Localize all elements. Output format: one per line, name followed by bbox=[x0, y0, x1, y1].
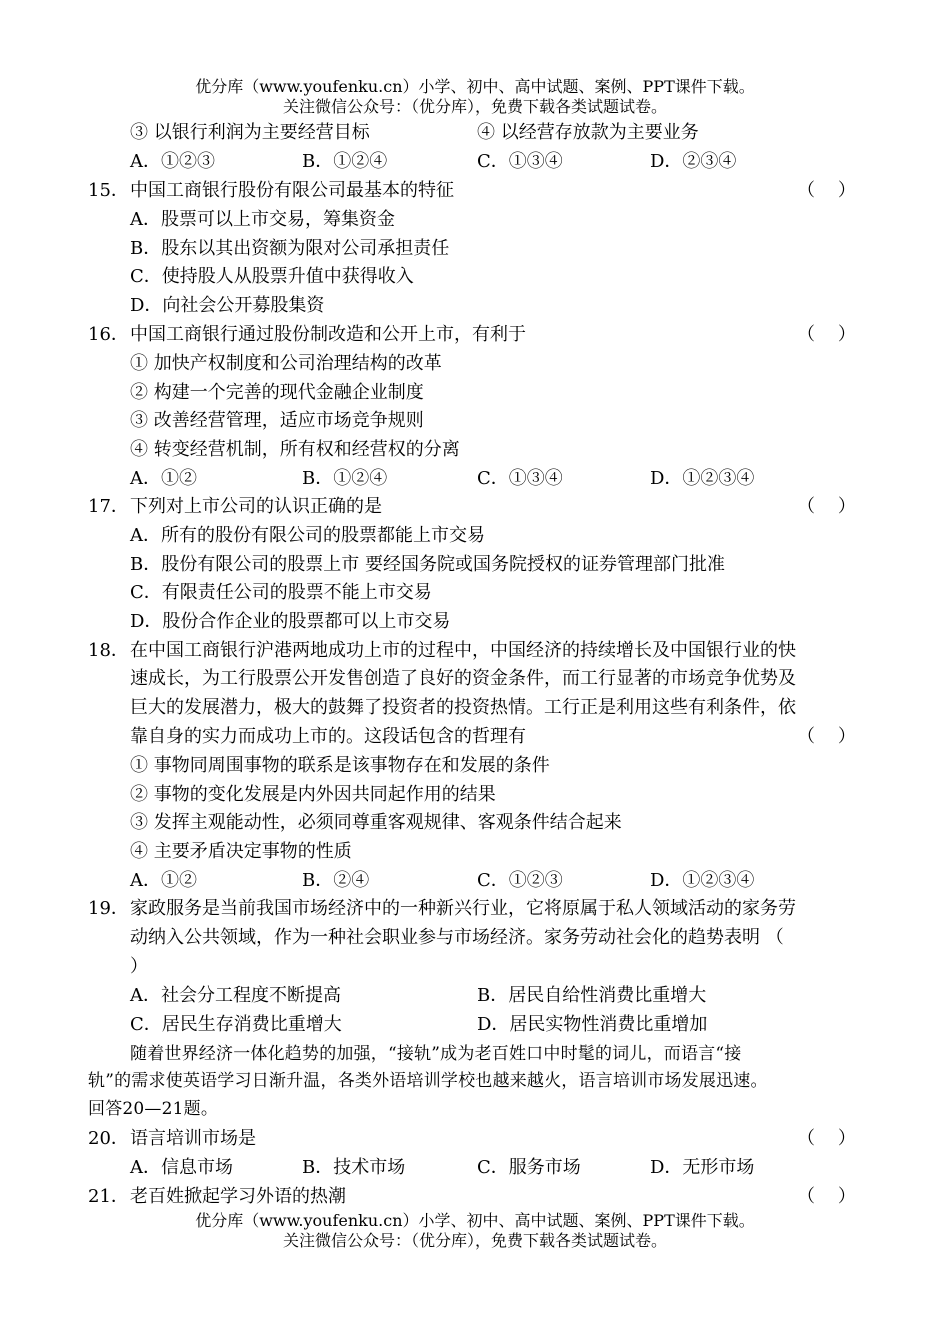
q20-option-b: B．技术市场 bbox=[302, 1157, 406, 1178]
q18-number: 18． bbox=[88, 640, 129, 661]
footer-line-2: 关注微信公众号：（优分库），免费下载各类试题试卷。 bbox=[282, 1231, 667, 1250]
q18-stem-line-2: 速成长，为工行股票公开发售创造了良好的资金条件，而工行显著的市场竞争优势及 bbox=[130, 668, 796, 689]
header-line-1: 优分库（www.youfenku.cn）小学、初中、高中试题、案例、PPT课件下载。 bbox=[195, 77, 755, 96]
q18-item-3: ③ 发挥主观能动性，必须同尊重客观规律、客观条件结合起来 bbox=[130, 812, 622, 833]
q19-option-c: C．居民生存消费比重增大 bbox=[130, 1014, 342, 1035]
q17-option-b: B．股份有限公司的股票上市 要经国务院或国务院授权的证券管理部门批准 bbox=[130, 554, 725, 575]
q18-option-a: A．①② bbox=[130, 870, 197, 891]
q18-item-4: ④ 主要矛盾决定事物的性质 bbox=[130, 841, 352, 862]
q14-option-c: C．①③④ bbox=[477, 151, 563, 172]
q21-number: 21． bbox=[88, 1186, 129, 1207]
q15-option-b: B．股东以其出资额为限对公司承担责任 bbox=[130, 238, 450, 259]
q18-option-b: B．②④ bbox=[302, 870, 370, 891]
q18-stem-line-1: 在中国工商银行沪港两地成功上市的过程中，中国经济的持续增长及中国银行业的快 bbox=[130, 640, 796, 661]
q20-option-a: A．信息市场 bbox=[130, 1157, 233, 1178]
q19-number: 19． bbox=[88, 898, 129, 919]
q19-option-b: B．居民自给性消费比重增大 bbox=[477, 985, 707, 1006]
q16-answer-blank: （ ） bbox=[797, 324, 856, 345]
q15-number: 15． bbox=[88, 180, 129, 201]
q14-item-3: ③ 以银行利润为主要经营目标 bbox=[130, 122, 370, 143]
q14-option-a: A．①②③ bbox=[130, 151, 215, 172]
q18-option-c: C．①②③ bbox=[477, 870, 563, 891]
q16-option-d: D．①②③④ bbox=[650, 468, 755, 489]
q15-option-d: D．向社会公开募股集资 bbox=[130, 295, 325, 316]
q18-item-1: ① 事物同周围事物的联系是该事物存在和发展的条件 bbox=[130, 755, 550, 776]
q18-item-2: ② 事物的变化发展是内外因共同起作用的结果 bbox=[130, 784, 496, 805]
q17-option-c: C．有限责任公司的股票不能上市交易 bbox=[130, 582, 432, 603]
q18-stem-line-3: 巨大的发展潜力，极大的鼓舞了投资者的投资热情。工行正是利用这些有利条件，依 bbox=[130, 697, 796, 718]
passage-line-1: 随着世界经济一体化趋势的加强，“接轨”成为老百姓口中时髦的词儿，而语言“接 bbox=[130, 1044, 742, 1064]
q15-option-a: A．股票可以上市交易，筹集资金 bbox=[130, 209, 395, 230]
q17-option-d: D．股份合作企业的股票都可以上市交易 bbox=[130, 611, 451, 632]
q17-option-a: A．所有的股份有限公司的股票都能上市交易 bbox=[130, 525, 485, 546]
q14-option-b: B．①②④ bbox=[302, 151, 388, 172]
q17-answer-blank: （ ） bbox=[797, 496, 856, 517]
footer-line-1: 优分库（www.youfenku.cn）小学、初中、高中试题、案例、PPT课件下载。 bbox=[195, 1211, 755, 1230]
q18-answer-blank: （ ） bbox=[797, 726, 856, 747]
q16-item-4: ④ 转变经营机制，所有权和经营权的分离 bbox=[130, 439, 460, 460]
header-line-2: 关注微信公众号：（优分库），免费下载各类试题试卷。 bbox=[282, 97, 667, 116]
q21-answer-blank: （ ） bbox=[797, 1186, 856, 1207]
q19-stem-line-3: ） bbox=[130, 956, 148, 977]
q21-stem: 老百姓掀起学习外语的热潮 bbox=[130, 1186, 346, 1207]
q16-item-3: ③ 改善经营管理，适应市场竞争规则 bbox=[130, 410, 424, 431]
q18-stem-line-4: 靠自身的实力而成功上市的。这段话包含的哲理有 bbox=[130, 726, 526, 747]
q15-answer-blank: （ ） bbox=[797, 180, 856, 201]
q19-stem-line-1: 家政服务是当前我国市场经济中的一种新兴行业，它将原属于私人领域活动的家务劳 bbox=[130, 898, 796, 919]
q18-option-d: D．①②③④ bbox=[650, 870, 755, 891]
q16-item-1: ① 加快产权制度和公司治理结构的改革 bbox=[130, 353, 442, 374]
q15-option-c: C．使持股人从股票升值中获得收入 bbox=[130, 266, 414, 287]
q17-stem: 下列对上市公司的认识正确的是 bbox=[130, 496, 382, 517]
q19-option-a: A．社会分工程度不断提高 bbox=[130, 985, 341, 1006]
passage-line-2: 轨”的需求使英语学习日渐升温，各类外语培训学校也越来越火，语言培训市场发展迅速。 bbox=[88, 1071, 768, 1091]
q16-stem: 中国工商银行通过股份制改造和公开上市，有利于 bbox=[130, 324, 526, 345]
q20-option-d: D．无形市场 bbox=[650, 1157, 755, 1178]
q15-stem: 中国工商银行股份有限公司最基本的特征 bbox=[130, 180, 454, 201]
q19-option-d: D．居民实物性消费比重增加 bbox=[477, 1014, 708, 1035]
q16-option-c: C．①③④ bbox=[477, 468, 563, 489]
q20-stem: 语言培训市场是 bbox=[130, 1128, 256, 1149]
passage-line-3: 回答20—21题。 bbox=[88, 1099, 219, 1119]
q14-item-4: ④ 以经营存放款为主要业务 bbox=[477, 122, 699, 143]
q16-option-b: B．①②④ bbox=[302, 468, 388, 489]
q20-option-c: C．服务市场 bbox=[477, 1157, 581, 1178]
q20-number: 20． bbox=[88, 1128, 129, 1149]
q20-answer-blank: （ ） bbox=[797, 1128, 856, 1149]
q17-number: 17． bbox=[88, 496, 129, 517]
q16-item-2: ② 构建一个完善的现代金融企业制度 bbox=[130, 382, 424, 403]
q16-option-a: A．①② bbox=[130, 468, 197, 489]
q19-stem-line-2: 动纳入公共领域，作为一种社会职业参与市场经济。家务劳动社会化的趋势表明 （ bbox=[130, 927, 784, 948]
q14-option-d: D．②③④ bbox=[650, 151, 737, 172]
q16-number: 16． bbox=[88, 324, 129, 345]
